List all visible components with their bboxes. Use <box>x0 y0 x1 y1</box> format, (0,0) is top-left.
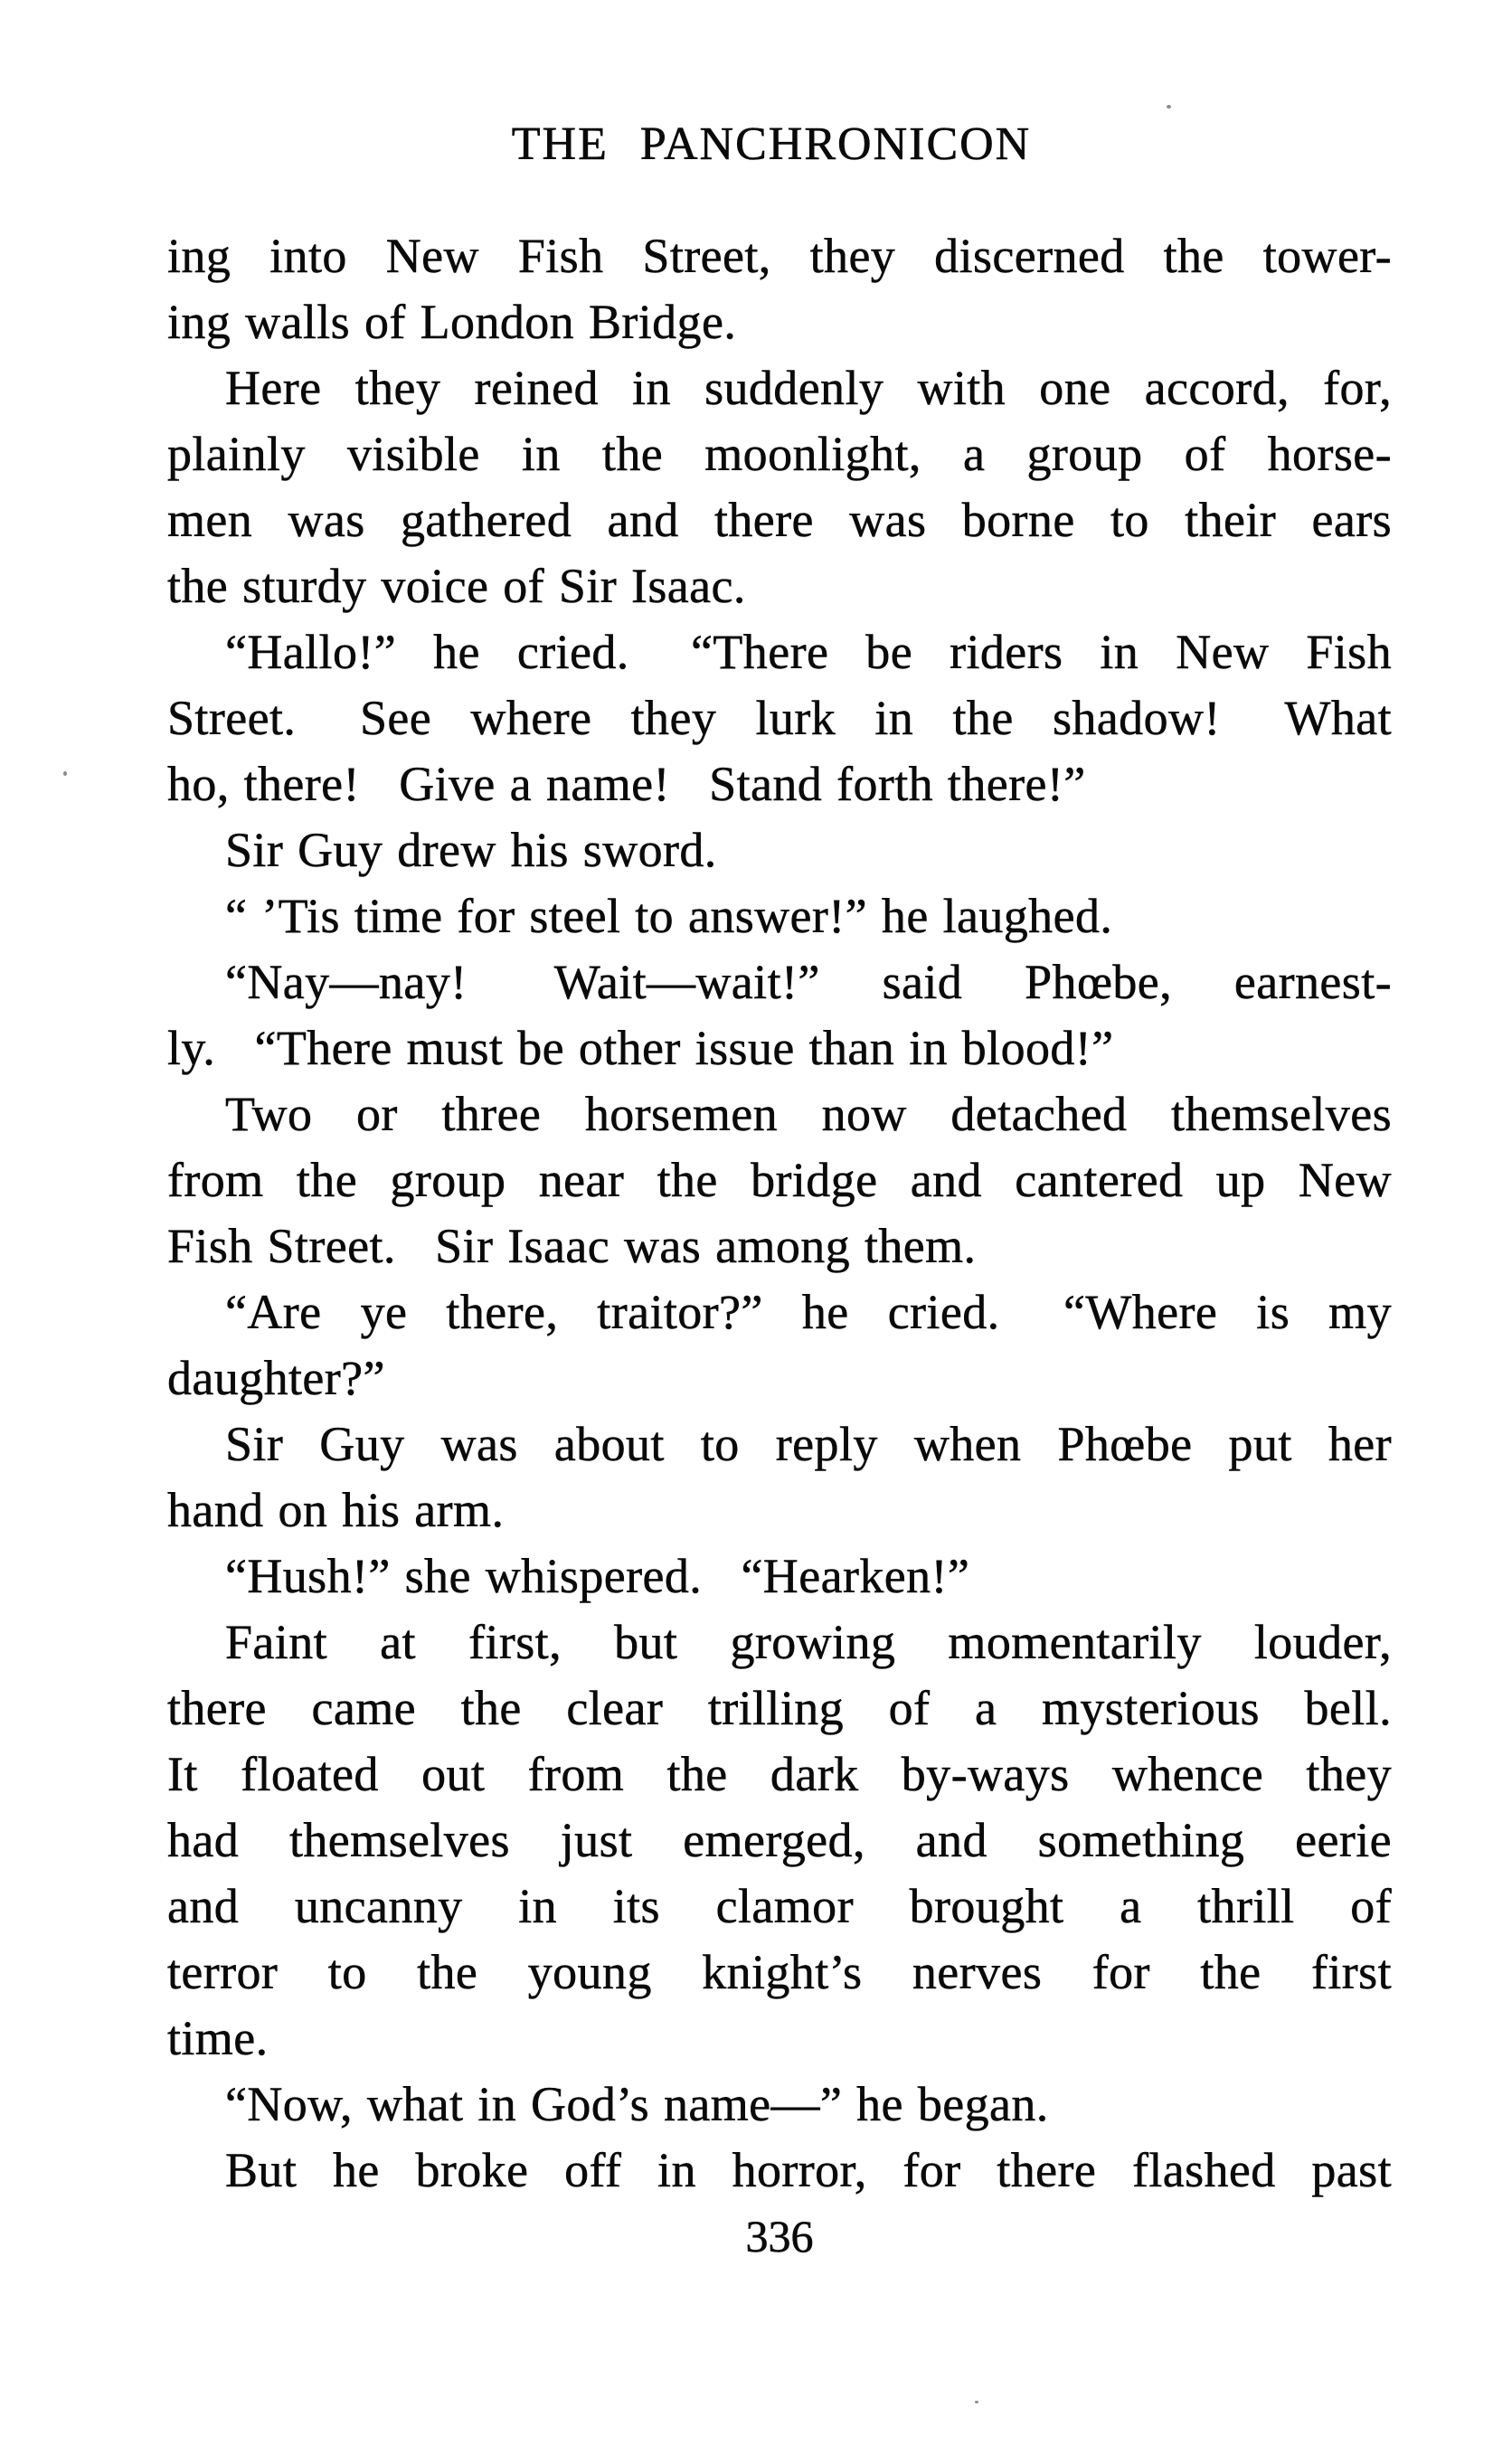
text-line: ing walls of London Bridge. <box>167 295 737 349</box>
paragraph <box>167 817 1392 883</box>
text-line: “Hush!” she whispered. “Hearken!” <box>225 1549 970 1603</box>
scan-speck <box>975 2401 978 2403</box>
paragraph <box>167 619 1392 817</box>
paragraph <box>167 223 1392 355</box>
text-line: But he broke off in horror, for there flashed past <box>225 2143 1392 2197</box>
text-line: Fish Street. Sir Isaac was among them. <box>167 1219 977 1273</box>
text-line: “Hallo!” he cried. “There be riders in New Fish <box>225 625 1392 679</box>
text-line: Street. See where they lurk in the shadow! What <box>167 691 1392 745</box>
text-line: “Now, what in God’s name—” he began. <box>225 2077 1049 2131</box>
text-line: had themselves just emerged, and something eerie <box>167 1813 1392 1867</box>
text-line: “ ’Tis time for steel to answer!” he laughed. <box>225 889 1113 943</box>
running-head: THE PANCHRONICON <box>511 118 1032 170</box>
text-line: ly. “There must be other issue than in blood!” <box>167 1021 1114 1075</box>
paragraph <box>167 2138 1392 2204</box>
paragraph <box>167 1544 1392 1610</box>
text-line: Sir Guy was about to reply when Phœbe put her <box>225 1417 1392 1471</box>
text-line: plainly visible in the moonlight, a group of horse- <box>167 427 1392 481</box>
scan-speck <box>1167 105 1171 109</box>
paragraph <box>167 1081 1392 1279</box>
text-line: there came the clear trilling of a mysterious bell. <box>167 1681 1392 1735</box>
text-line: time. <box>167 2011 269 2065</box>
text-line: Two or three horsemen now detached themselves <box>225 1087 1392 1141</box>
paragraph <box>167 355 1392 619</box>
text-line: the sturdy voice of Sir Isaac. <box>167 559 746 613</box>
text-line: hand on his arm. <box>167 1483 505 1537</box>
text-line: daughter?” <box>167 1351 385 1405</box>
paragraph <box>167 883 1392 949</box>
text-line: and uncanny in its clamor brought a thrill of <box>167 1879 1392 1933</box>
paragraph <box>167 949 1392 1081</box>
text-block <box>167 223 1392 2204</box>
scan-speck <box>63 771 67 776</box>
text-line: Sir Guy drew his sword. <box>225 823 717 877</box>
text-line: men was gathered and there was borne to their ears <box>167 493 1392 547</box>
text-line: from the group near the bridge and cantered up New <box>167 1153 1392 1207</box>
text-line: terror to the young knight’s nerves for the first <box>167 1945 1392 1999</box>
paragraph <box>167 1411 1392 1544</box>
page-number: 336 <box>745 2211 814 2261</box>
text-line: Faint at first, but growing momentarily louder, <box>225 1615 1392 1669</box>
text-line: “Nay—nay! Wait—wait!” said Phœbe, earnest- <box>225 955 1392 1009</box>
paragraph <box>167 1610 1392 2072</box>
text-line: It floated out from the dark by-ways whence they <box>167 1747 1392 1801</box>
paragraph <box>167 1279 1392 1411</box>
paragraph <box>167 2072 1392 2138</box>
text-line: “Are ye there, traitor?” he cried. “Where is my <box>225 1285 1392 1339</box>
text-line: ho, there! Give a name! Stand forth there!” <box>167 757 1086 811</box>
text-line: Here they reined in suddenly with one accord, for, <box>225 361 1392 415</box>
text-line: ing into New Fish Street, they discerned the tower- <box>167 229 1392 283</box>
